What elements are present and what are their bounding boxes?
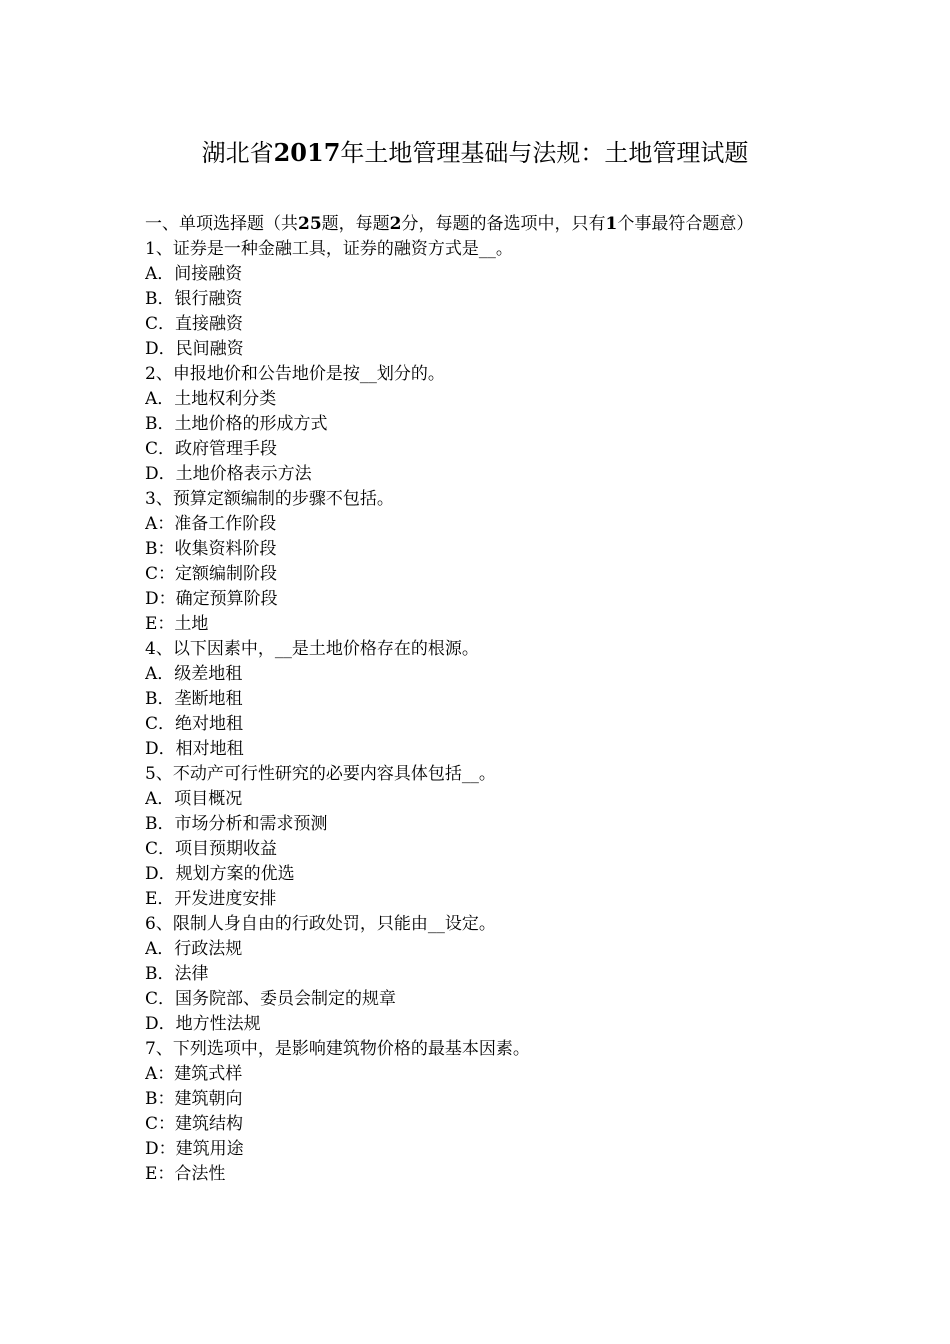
title-part1: 湖北省	[201, 139, 274, 167]
question-5-option-c: C．项目预期收益	[145, 839, 278, 859]
question-7-option-a: A：建筑式样	[145, 1064, 243, 1084]
question-1-option-c: C．直接融资	[145, 314, 244, 334]
question-7-option-d: D：建筑用途	[145, 1139, 244, 1159]
question-4: 4、以下因素中，__是土地价格存在的根源。	[145, 639, 479, 659]
question-3-option-d: D：确定预算阶段	[145, 589, 278, 609]
question-2: 2、申报地价和公告地价是按__划分的。	[145, 364, 445, 384]
question-2-option-d: D．土地价格表示方法	[145, 464, 312, 484]
question-4-option-b: B．垄断地租	[145, 689, 243, 709]
question-4-option-d: D．相对地租	[145, 739, 244, 759]
section-heading	[145, 212, 815, 237]
question-1: 1、证券是一种金融工具，证券的融资方式是__。	[145, 239, 513, 259]
title-part2: 年土地管理基础与法规：土地管理试题	[340, 139, 749, 167]
question-2-option-a: A．土地权利分类	[145, 389, 277, 409]
question-6: 6、限制人身自由的行政处罚，只能由__设定。	[145, 914, 496, 934]
section-question-count: 25	[298, 214, 322, 234]
document-title	[0, 136, 950, 170]
question-5: 5、不动产可行性研究的必要内容具体包括__。	[145, 764, 496, 784]
question-7-option-e: E：合法性	[145, 1164, 226, 1184]
question-6-option-a: A．行政法规	[145, 939, 243, 959]
section-heading-text-3: 分，每题的备选项中，只有	[401, 214, 606, 234]
question-3-option-c: C：定额编制阶段	[145, 564, 278, 584]
title-year: 2017	[273, 138, 341, 167]
section-heading-text-1: 一、单项选择题（共	[145, 214, 298, 234]
question-6-option-c: C．国务院部、委员会制定的规章	[145, 989, 397, 1009]
question-2-option-c: C．政府管理手段	[145, 439, 278, 459]
question-5-option-a: A．项目概况	[145, 789, 243, 809]
section-heading-text-2: 题，每题	[321, 214, 390, 234]
section-heading-text-4: 个事最符合题意）	[617, 214, 754, 234]
question-7-option-c: C：建筑结构	[145, 1114, 244, 1134]
question-1-option-d: D．民间融资	[145, 339, 244, 359]
question-4-option-a: A．级差地租	[145, 664, 243, 684]
question-1-option-b: B．银行融资	[145, 289, 243, 309]
question-5-option-b: B．市场分析和需求预测	[145, 814, 328, 834]
question-7: 7、下列选项中，是影响建筑物价格的最基本因素。	[145, 1039, 530, 1059]
question-3-option-a: A：准备工作阶段	[145, 514, 277, 534]
question-5-option-e: E．开发进度安排	[145, 889, 277, 909]
question-1-option-a: A．间接融资	[145, 264, 243, 284]
question-6-option-b: B．法律	[145, 964, 209, 984]
question-6-option-d: D．地方性法规	[145, 1014, 261, 1034]
question-7-option-b: B：建筑朝向	[145, 1089, 243, 1109]
question-2-option-b: B．土地价格的形成方式	[145, 414, 328, 434]
section-correct-count: 1	[605, 214, 618, 234]
section-question-score: 2	[389, 214, 402, 234]
question-3: 3、预算定额编制的步骤不包括。	[145, 489, 394, 509]
question-5-option-d: D．规划方案的优选	[145, 864, 295, 884]
document-body	[145, 212, 815, 1187]
question-3-option-b: B：收集资料阶段	[145, 539, 277, 559]
question-4-option-c: C．绝对地租	[145, 714, 244, 734]
question-3-option-e: E：土地	[145, 614, 209, 634]
